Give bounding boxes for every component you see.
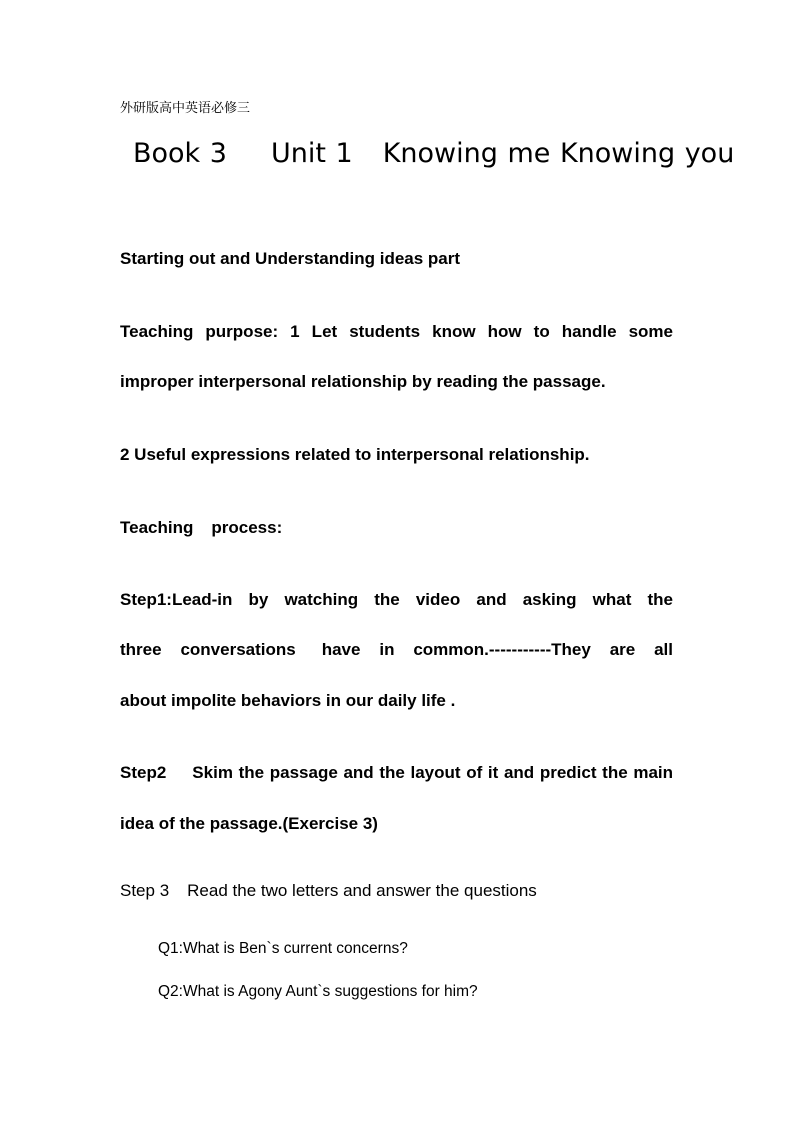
process-label (120, 518, 282, 538)
process-label-a: Teaching (120, 518, 194, 537)
step2-text: Skim the passage and the layout of it and predict the main (192, 763, 673, 782)
step1-line-2a: three conversations (120, 640, 296, 659)
purpose-line-1: Teaching purpose: 1 Let students know how to handle some (120, 322, 673, 341)
step2-line-1 (120, 763, 673, 783)
process-label-b: process: (211, 518, 283, 537)
document-subtitle: 外研版高中英语必修三 (120, 101, 251, 116)
step3-label: Step 3 (120, 881, 170, 900)
step2-line-2: idea of the passage.(Exercise 3) (120, 814, 378, 833)
step1-line-1: Step1:Lead-in by watching the video and asking what the (120, 590, 673, 609)
document-title (133, 138, 734, 169)
step2-label: Step2 (120, 763, 167, 782)
step1-line-3: about impolite behaviors in our daily life . (120, 691, 456, 710)
step1-line-2b: have in common.-----------They are all (321, 640, 674, 659)
step3-line (120, 881, 537, 901)
purpose-line-2: improper interpersonal relationship by reading the passage. (120, 372, 606, 391)
title-unit: Unit 1 (270, 138, 353, 169)
title-book: Book 3 (133, 138, 227, 169)
purpose-point-2: 2 Useful expressions related to interpersonal relationship. (120, 445, 590, 464)
step3-text: Read the two letters and answer the questions (187, 881, 537, 900)
question-1: Q1:What is Ben`s current concerns? (158, 940, 408, 957)
title-name: Knowing me Knowing you (382, 138, 735, 169)
step1-line-2 (120, 640, 673, 660)
section-title: Starting out and Understanding ideas part (120, 249, 461, 268)
question-2: Q2:What is Agony Aunt`s suggestions for him? (158, 983, 478, 1000)
